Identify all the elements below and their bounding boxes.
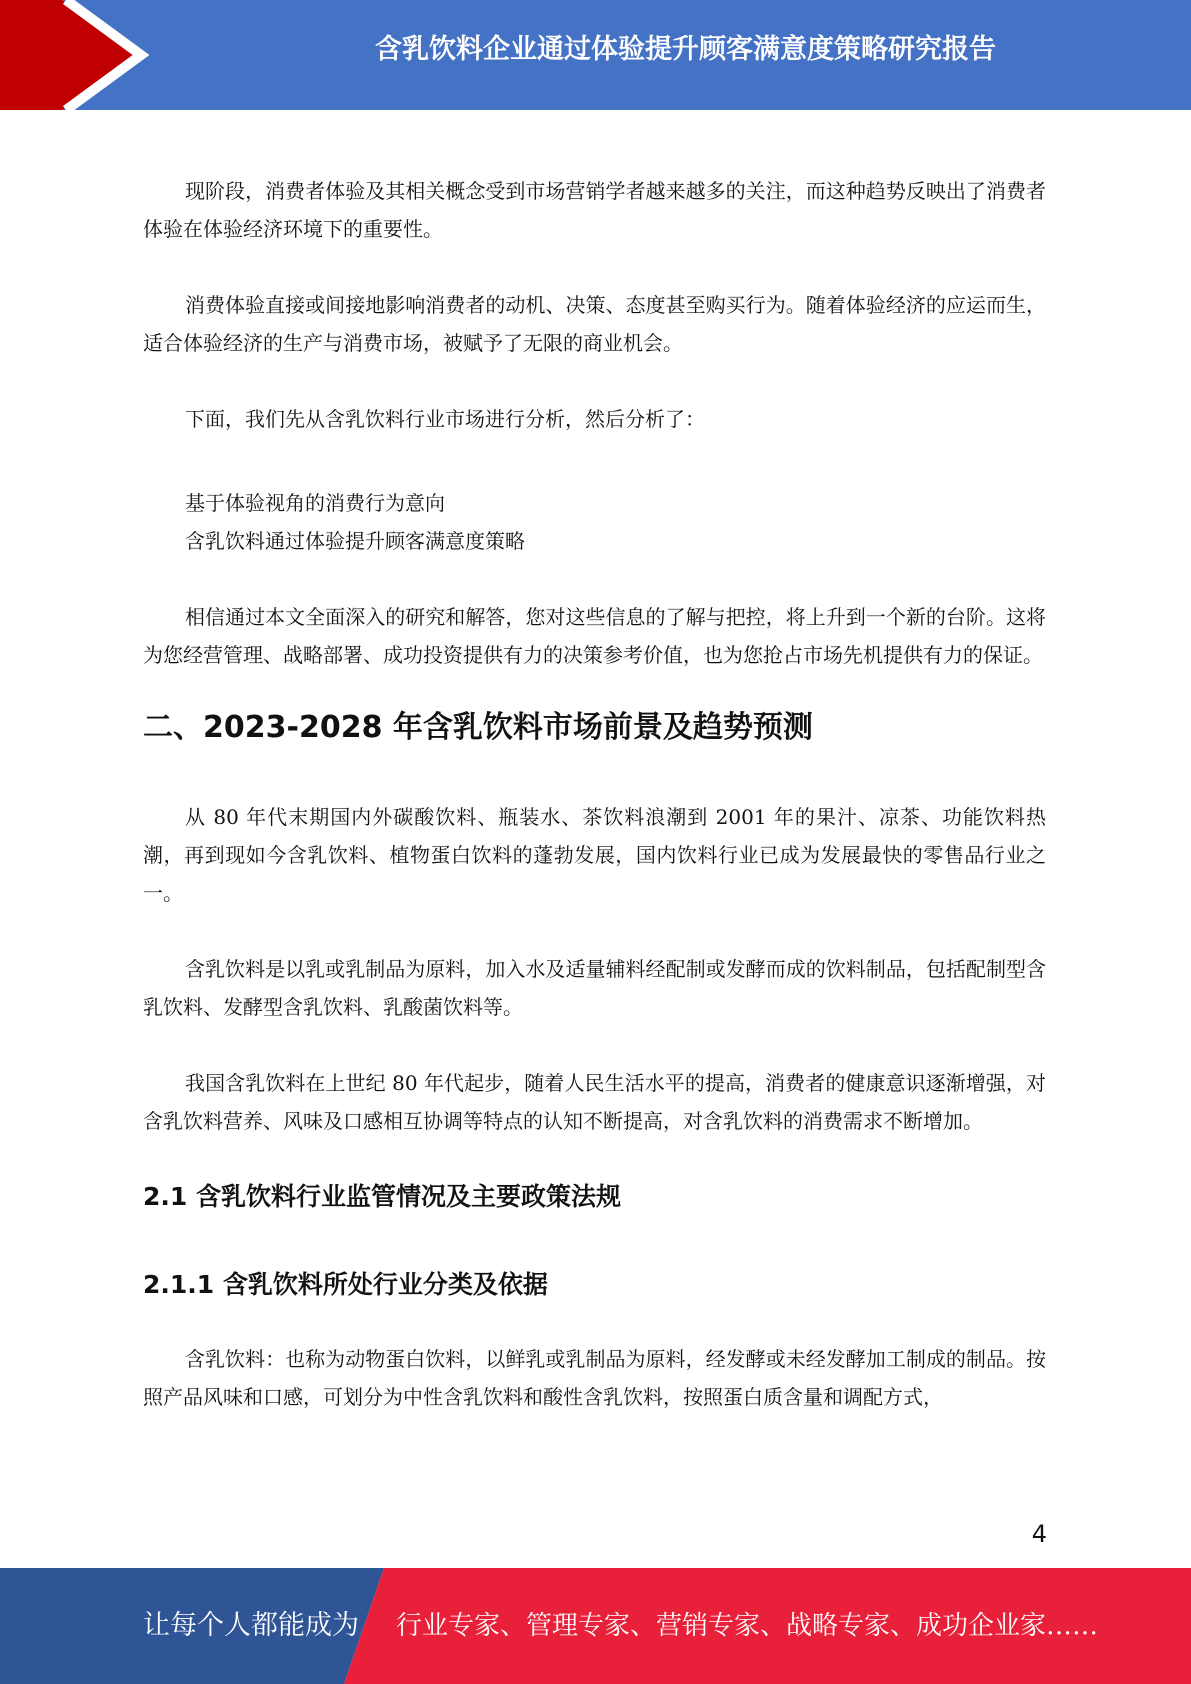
page-header	[0, 0, 1191, 110]
paragraph-classification: 含乳饮料：也称为动物蛋白饮料，以鲜乳或乳制品为原料，经发酵或未经发酵加工制成的制品。按照产品风味和口感，可划分为中性含乳饮料和酸性含乳饮料，按照蛋白质含量和调配方式，	[143, 1347, 1046, 1409]
document-body	[143, 172, 1046, 1416]
list-item: 含乳饮料通过体验提升顾客满意度策略	[185, 529, 525, 553]
page-number: 4	[1031, 1520, 1047, 1548]
paragraph-intro-4: 相信通过本文全面深入的研究和解答，您对这些信息的了解与把控，将上升到一个新的台阶。这将为您经营管理、战略部署、成功投资提供有力的决策参考价值，也为您抢占市场先机提供有力的保证。	[143, 605, 1046, 667]
subsection-heading-2-1: 2.1 含乳饮料行业监管情况及主要政策法规	[143, 1182, 621, 1211]
report-title: 含乳饮料企业通过体验提升顾客满意度策略研究报告	[375, 34, 996, 65]
paragraph-market-1: 从 80 年代末期国内外碳酸饮料、瓶装水、茶饮料浪潮到 2001 年的果汁、凉茶、功能饮料热潮，再到现如今含乳饮料、植物蛋白饮料的蓬勃发展，国内饮料行业已成为发展最快的零售品行业之一。	[143, 805, 1046, 905]
section-heading-2: 二、2023-2028 年含乳饮料市场前景及趋势预测	[143, 710, 813, 745]
paragraph-intro-1: 现阶段，消费者体验及其相关概念受到市场营销学者越来越多的关注，而这种趋势反映出了消费者体验在体验经济环境下的重要性。	[143, 179, 1046, 241]
footer-slogan-left: 让每个人都能成为	[143, 1610, 359, 1641]
paragraph-market-3: 我国含乳饮料在上世纪 80 年代起步，随着人民生活水平的提高，消费者的健康意识逐渐增强，对含乳饮料营养、风味及口感相互协调等特点的认知不断提高，对含乳饮料的消费需求不断增加。	[143, 1071, 1046, 1133]
paragraph-intro-2: 消费体验直接或间接地影响消费者的动机、决策、态度甚至购买行为。随着体验经济的应运而生，适合体验经济的生产与消费市场，被赋予了无限的商业机会。	[143, 293, 1046, 355]
paragraph-intro-3: 下面，我们先从含乳饮料行业市场进行分析，然后分析了：	[185, 407, 705, 431]
page-footer	[0, 1568, 1191, 1684]
list-item: 基于体验视角的消费行为意向	[185, 491, 445, 515]
footer-slogan-right: 行业专家、管理专家、营销专家、战略专家、成功企业家……	[396, 1611, 1099, 1641]
subsection-heading-2-1-1: 2.1.1 含乳饮料所处行业分类及依据	[143, 1270, 548, 1299]
paragraph-market-2: 含乳饮料是以乳或乳制品为原料，加入水及适量辅料经配制或发酵而成的饮料制品，包括配制型含乳饮料、发酵型含乳饮料、乳酸菌饮料等。	[143, 957, 1046, 1019]
